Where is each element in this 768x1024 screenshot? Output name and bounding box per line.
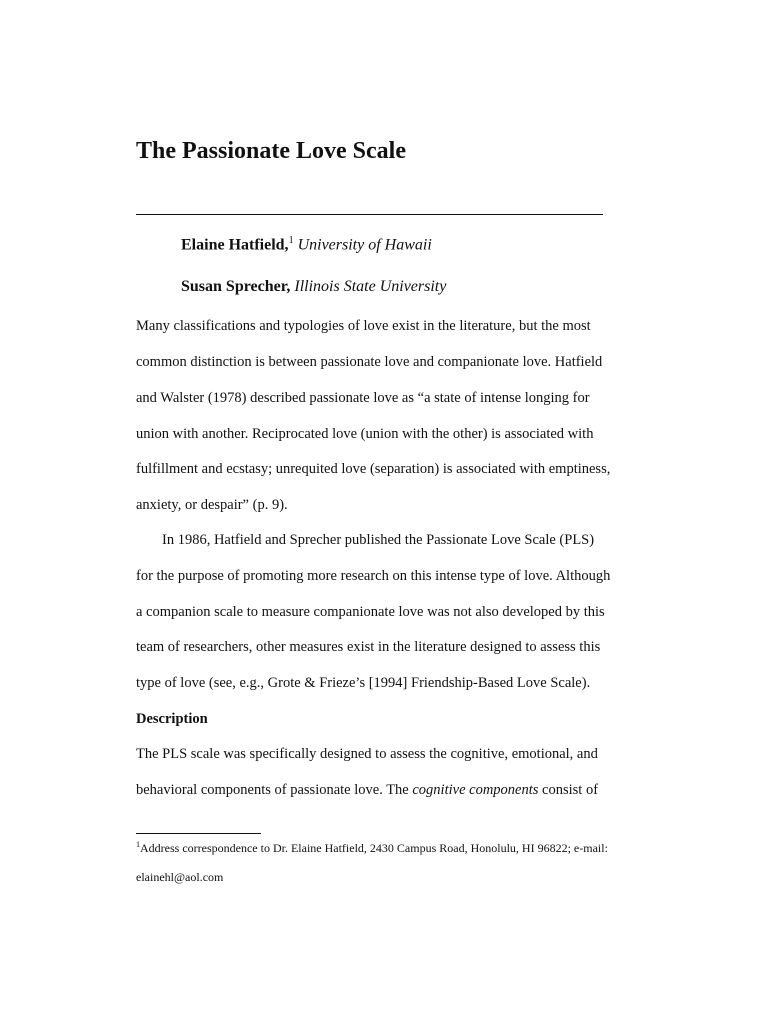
text-run: behavioral components of passionate love. The: [136, 782, 413, 798]
author-1: [181, 235, 432, 254]
author-affiliation: Illinois State University: [294, 278, 447, 295]
paragraph-line: The PLS scale was specifically designed to assess the cognitive, emotional, and: [136, 746, 598, 762]
paragraph-line: for the purpose of promoting more research on this intense type of love. Although: [136, 568, 611, 584]
footnote-text: Address correspondence to Dr. Elaine Hatfield, 2430 Campus Road, Honolulu, HI 96822; e-mail:: [140, 841, 608, 855]
footnote-marker: 1: [288, 235, 294, 246]
author-name: Elaine Hatfield,: [181, 236, 289, 254]
paragraph-line: a companion scale to measure companionate love was not also developed by this: [136, 604, 605, 620]
author-affiliation: University of Hawaii: [297, 236, 432, 254]
author-name: Susan Sprecher,: [181, 278, 291, 295]
paragraph-line: Many classifications and typologies of love exist in the literature, but the most: [136, 318, 591, 334]
document-title: The Passionate Love Scale: [136, 138, 406, 164]
footnote-email: elainehl@aol.com: [136, 870, 224, 884]
paragraph-line: team of researchers, other measures exist in the literature designed to assess this: [136, 639, 601, 655]
paragraph-line: anxiety, or despair” (p. 9).: [136, 497, 288, 513]
section-heading: Description: [136, 711, 208, 727]
footnote-divider: [136, 833, 261, 834]
italic-term: cognitive components: [412, 782, 539, 798]
paragraph-line: and Walster (1978) described passionate love as “a state of intense longing for: [136, 390, 590, 406]
text-run: consist of: [538, 782, 599, 798]
footnote-line: [136, 840, 608, 856]
title-divider: [136, 214, 603, 215]
paragraph-line: In 1986, Hatfield and Sprecher published the Passionate Love Scale (PLS): [162, 532, 595, 548]
paragraph-line: [136, 782, 598, 799]
paragraph-line: fulfillment and ecstasy; unrequited love (separation) is associated with emptiness,: [136, 461, 611, 477]
paragraph-line: type of love (see, e.g., Grote & Frieze’s [1994] Friendship-Based Love Scale).: [136, 675, 591, 691]
paragraph-line: union with another. Reciprocated love (union with the other) is associated with: [136, 426, 594, 442]
author-2: [181, 278, 446, 296]
paragraph-line: common distinction is between passionate love and companionate love. Hatfield: [136, 354, 603, 370]
footnote-marker: 1: [136, 840, 140, 849]
